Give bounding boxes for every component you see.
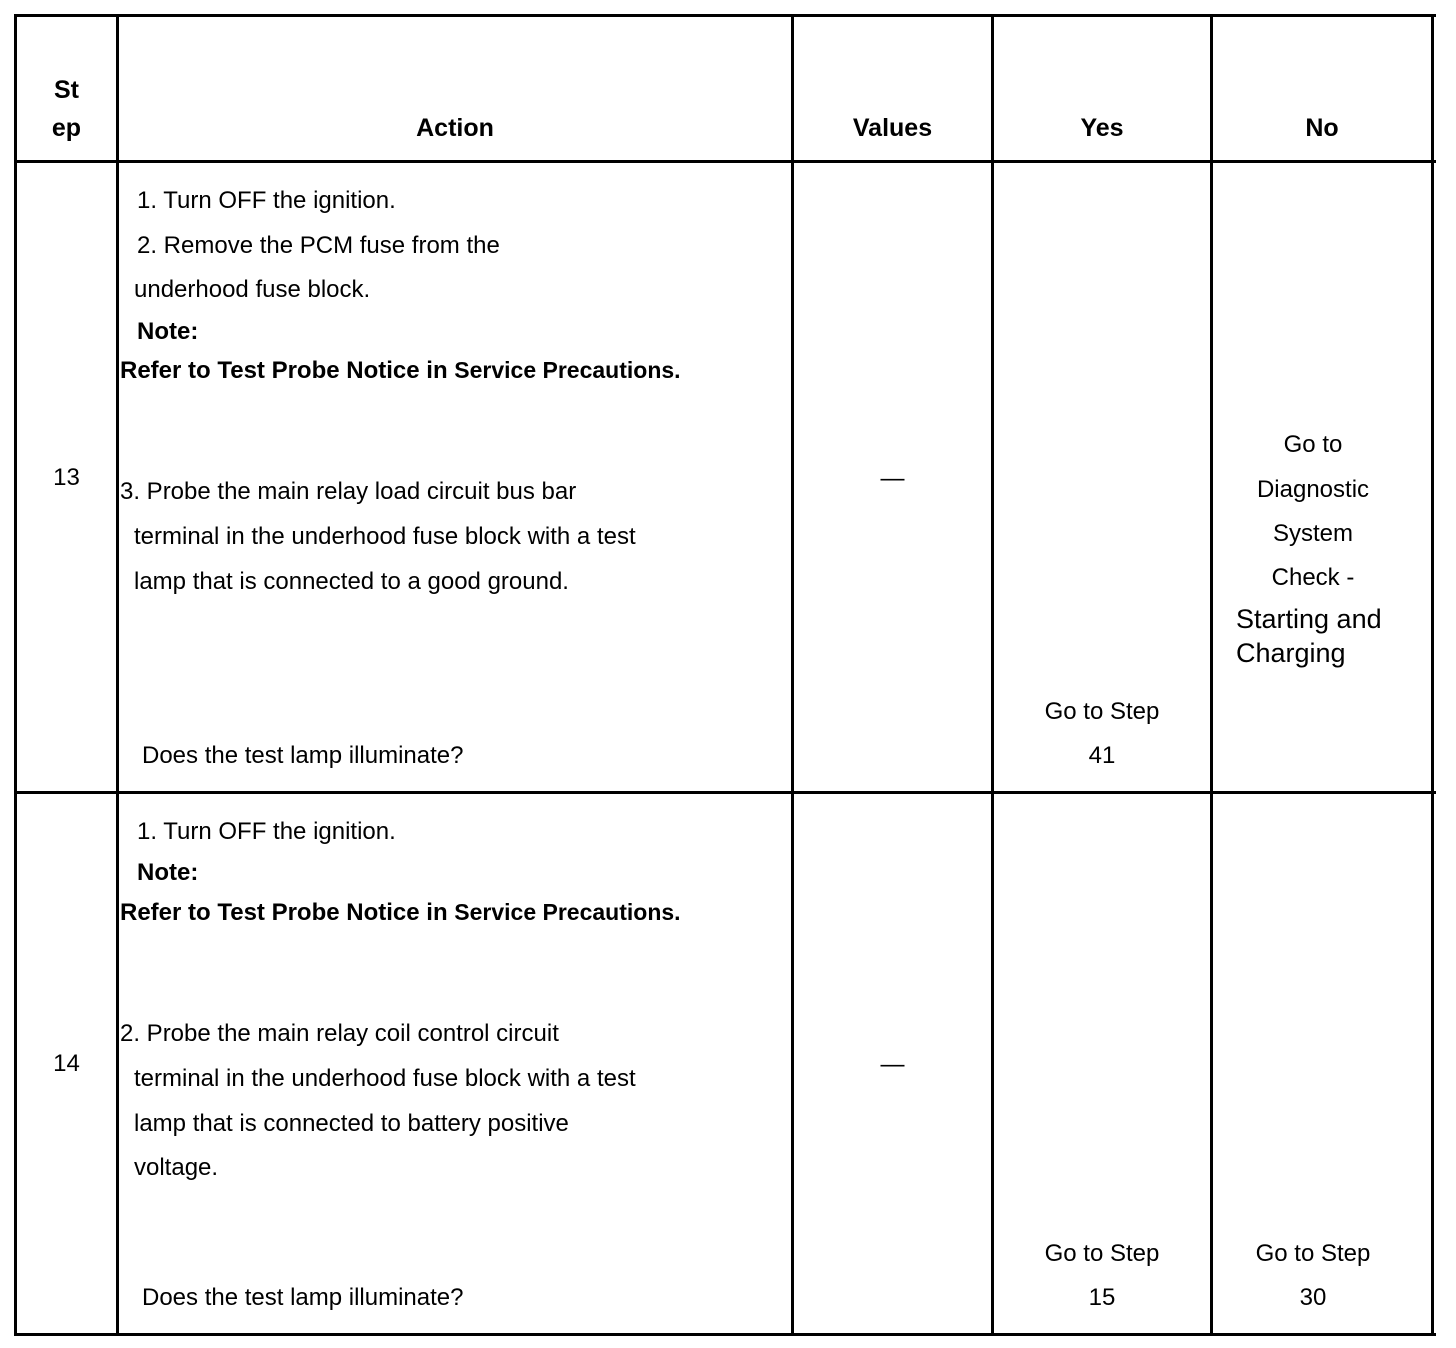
yes-link-line1[interactable]: Go to Step [1044,698,1160,725]
note-text [120,898,681,927]
table-border-left [14,14,17,1336]
note-text-part: Refer to Test Probe Notice in [120,899,448,926]
table-border-bottom [14,1333,1436,1336]
no-link-line[interactable]: Charging [1236,638,1346,668]
action-line: underhood fuse block. [134,276,371,303]
column-divider-yes [1210,14,1213,1336]
values-cell: — [880,1051,905,1078]
header-values: Values [852,114,933,142]
values-cell: — [880,465,905,492]
action-line: 1. Turn OFF the ignition. [137,818,396,845]
header-no: No [1305,114,1339,142]
note-text-link: Service Precautions. [454,357,681,383]
action-line: terminal in the underhood fuse block with a test [134,523,636,550]
diagnostic-table [14,14,1436,1336]
note-text-link: Service Precautions. [454,899,681,925]
step-number: 14 [53,1050,80,1077]
action-line: 2. Probe the main relay coil control circuit [120,1020,559,1047]
note-label: Note: [137,859,199,886]
column-divider-action [791,14,794,1336]
no-link-line[interactable]: Starting and [1236,604,1382,634]
no-link-line[interactable]: Check - [1271,564,1355,591]
yes-link-line1[interactable]: Go to Step [1044,1240,1160,1267]
action-question: Does the test lamp illuminate? [142,742,464,769]
action-line: voltage. [134,1154,219,1181]
header-action: Action [416,114,494,142]
no-link-line2[interactable]: 30 [1299,1284,1327,1311]
no-link-line1[interactable]: Go to Step [1255,1240,1371,1267]
column-divider-step [116,14,119,1336]
table-border-top [14,14,1436,17]
header-step-line2: ep [51,114,82,142]
note-text-part: Refer to Test Probe Notice in [120,357,448,384]
action-question: Does the test lamp illuminate? [142,1284,464,1311]
row-divider [14,791,1436,794]
action-line: 1. Turn OFF the ignition. [137,187,396,214]
step-number: 13 [53,464,80,491]
action-line: terminal in the underhood fuse block with a test [134,1065,636,1092]
header-yes: Yes [1080,114,1124,142]
column-divider-values [991,14,994,1336]
header-step-line1: St [54,76,79,104]
note-text [120,356,681,385]
action-line: lamp that is connected to a good ground. [134,568,569,595]
yes-link-line2[interactable]: 41 [1088,742,1116,769]
action-line: 2. Remove the PCM fuse from the [137,232,500,259]
no-link-line[interactable]: System [1272,520,1353,547]
yes-link-line2[interactable]: 15 [1088,1284,1116,1311]
no-link-line[interactable]: Diagnostic [1256,476,1370,503]
note-label: Note: [137,318,199,345]
table-border-right [1431,14,1434,1336]
action-line: lamp that is connected to battery positive [134,1110,569,1137]
header-divider [14,160,1436,163]
no-link-line[interactable]: Go to [1283,431,1343,458]
action-line: 3. Probe the main relay load circuit bus bar [120,478,577,505]
